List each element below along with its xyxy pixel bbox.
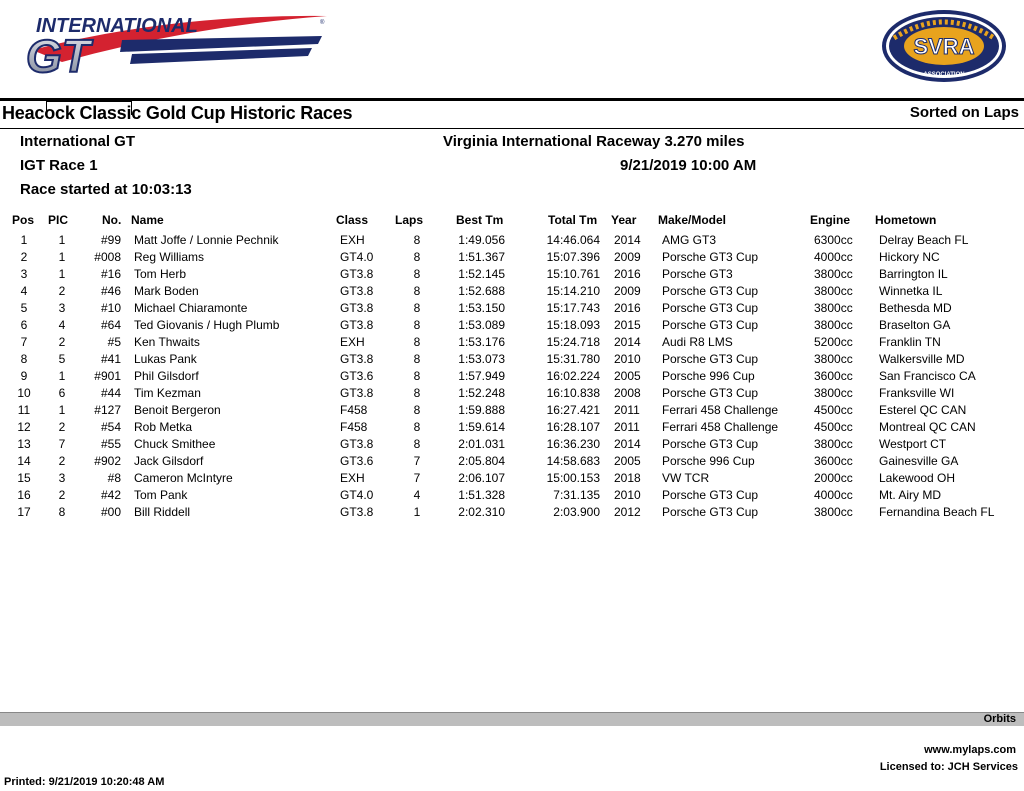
table-row: [0, 454, 1024, 471]
cell-hometown: Delray Beach FL: [879, 233, 969, 247]
table-row: [0, 267, 1024, 284]
cell-pic: 5: [58, 352, 66, 366]
header-rule: [0, 98, 1024, 101]
cell-no: #41: [100, 352, 121, 366]
cell-make: Audi R8 LMS: [662, 335, 733, 349]
cell-pos: 10: [17, 386, 31, 400]
cell-best: 1:59.888: [458, 403, 505, 417]
cell-name: Michael Chiaramonte: [134, 301, 248, 315]
cell-no: #54: [100, 420, 121, 434]
cell-make: Porsche 996 Cup: [662, 454, 755, 468]
cell-pos: 5: [20, 301, 28, 315]
cell-make: Porsche GT3 Cup: [662, 437, 759, 451]
cell-year: 2016: [614, 301, 641, 315]
cell-total: 15:14.210: [546, 284, 600, 298]
cell-year: 2008: [614, 386, 641, 400]
cell-class: GT3.8: [340, 437, 374, 451]
cell-hometown: Westport CT: [879, 437, 947, 451]
cell-laps: 4: [413, 488, 421, 502]
cell-best: 1:53.150: [458, 301, 505, 315]
cell-total: 7:31.135: [553, 488, 600, 502]
cell-name: Ted Giovanis / Hugh Plumb: [134, 318, 280, 332]
table-row: [0, 437, 1024, 454]
cell-best: 2:06.107: [458, 471, 505, 485]
cell-engine: 5200cc: [814, 335, 853, 349]
cell-hometown: Walkersville MD: [879, 352, 965, 366]
cell-engine: 3800cc: [814, 505, 853, 519]
cell-make: VW TCR: [662, 471, 710, 485]
cell-no: #008: [94, 250, 121, 264]
cell-no: #42: [100, 488, 121, 502]
race-date: 9/21/2019 10:00 AM: [620, 157, 757, 174]
cell-total: 15:07.396: [546, 250, 600, 264]
cell-pos: 14: [17, 454, 31, 468]
cell-total: 15:18.093: [546, 318, 600, 332]
cell-class: GT3.8: [340, 505, 374, 519]
cell-engine: 3800cc: [814, 301, 853, 315]
col-engine: Engine: [810, 213, 851, 227]
cell-total: 16:27.421: [546, 403, 600, 417]
cell-engine: 4000cc: [814, 250, 853, 264]
cell-make: Ferrari 458 Challenge: [662, 420, 779, 434]
cell-engine: 3800cc: [814, 437, 853, 451]
cell-make: Porsche GT3 Cup: [662, 386, 759, 400]
cell-best: 1:52.145: [458, 267, 505, 281]
cell-laps: 7: [413, 471, 421, 485]
cell-year: 2005: [614, 454, 641, 468]
cell-name: Jack Gilsdorf: [134, 454, 204, 468]
col-no: No.: [102, 213, 122, 227]
table-row: [0, 318, 1024, 335]
cell-pos: 16: [17, 488, 31, 502]
printed-timestamp: Printed: 9/21/2019 10:20:48 AM: [4, 776, 165, 788]
cell-best: 1:52.688: [458, 284, 505, 298]
international-gt-logo: [22, 10, 334, 76]
cell-class: EXH: [340, 233, 365, 247]
table-row: [0, 505, 1024, 522]
cell-hometown: Lakewood OH: [879, 471, 956, 485]
cell-engine: 3600cc: [814, 454, 853, 468]
cell-pic: 3: [58, 301, 66, 315]
table-row: [0, 352, 1024, 369]
cell-name: Matt Joffe / Lonnie Pechnik: [134, 233, 279, 247]
table-row: [0, 471, 1024, 488]
license-info: Licensed to: JCH Services: [879, 761, 1018, 773]
cell-total: 2:03.900: [553, 505, 600, 519]
cell-pic: 1: [58, 250, 66, 264]
cell-class: GT3.8: [340, 386, 374, 400]
sort-label: Sorted on Laps: [909, 104, 1019, 121]
cell-name: Bill Riddell: [134, 505, 191, 519]
cell-total: 14:58.683: [546, 454, 600, 468]
cell-make: Porsche GT3 Cup: [662, 488, 759, 502]
cell-year: 2014: [614, 233, 641, 247]
cell-name: Cameron McIntyre: [134, 471, 233, 485]
cell-hometown: Franksville WI: [879, 386, 955, 400]
table-row: [0, 420, 1024, 437]
cell-class: GT3.8: [340, 267, 374, 281]
cell-laps: 8: [413, 352, 421, 366]
cell-total: 15:00.153: [546, 471, 600, 485]
cell-no: #44: [100, 386, 121, 400]
cell-laps: 8: [413, 437, 421, 451]
cell-engine: 4500cc: [814, 420, 853, 434]
cell-make: Porsche GT3 Cup: [662, 250, 759, 264]
cell-name: Tom Pank: [134, 488, 188, 502]
cell-pic: 1: [58, 233, 66, 247]
svg-text:ASSOCIATION: ASSOCIATION: [923, 72, 965, 78]
cell-year: 2011: [614, 403, 640, 417]
cell-no: #902: [94, 454, 121, 468]
cell-best: 1:52.248: [458, 386, 505, 400]
cell-laps: 8: [413, 301, 421, 315]
cell-pic: 2: [58, 488, 66, 502]
cell-class: GT3.8: [340, 301, 374, 315]
cell-hometown: Fernandina Beach FL: [879, 505, 995, 519]
col-pic: PIC: [48, 213, 69, 227]
cell-total: 16:02.224: [546, 369, 600, 383]
cell-class: EXH: [340, 471, 365, 485]
col-name: Name: [131, 213, 164, 227]
cell-name: Reg Williams: [134, 250, 205, 264]
cell-no: #16: [100, 267, 121, 281]
cell-engine: 3600cc: [814, 369, 853, 383]
col-make: Make/Model: [658, 213, 727, 227]
col-year: Year: [611, 213, 637, 227]
cell-best: 1:53.073: [458, 352, 505, 366]
cell-best: 1:51.367: [458, 250, 505, 264]
cell-make: Porsche GT3 Cup: [662, 318, 759, 332]
cell-pos: 6: [20, 318, 28, 332]
cell-year: 2014: [614, 437, 641, 451]
cell-no: #8: [107, 471, 121, 485]
cell-make: Porsche GT3 Cup: [662, 284, 759, 298]
cell-laps: 8: [413, 420, 421, 434]
cell-best: 2:01.031: [458, 437, 505, 451]
cell-best: 1:49.056: [458, 233, 505, 247]
cell-year: 2009: [614, 250, 641, 264]
cell-best: 1:57.949: [458, 369, 505, 383]
cell-pos: 3: [20, 267, 28, 281]
table-row: [0, 233, 1024, 250]
cell-laps: 8: [413, 403, 421, 417]
cell-engine: 4000cc: [814, 488, 853, 502]
table-row: [0, 284, 1024, 301]
orbits-label: Orbits: [983, 713, 1016, 725]
cell-make: AMG GT3: [662, 233, 717, 247]
cell-no: #127: [94, 403, 121, 417]
cell-pic: 1: [58, 369, 66, 383]
cell-make: Porsche 996 Cup: [662, 369, 755, 383]
cell-hometown: Franklin TN: [879, 335, 941, 349]
cell-name: Benoit Bergeron: [134, 403, 221, 417]
cell-class: F458: [340, 420, 368, 434]
col-pos: Pos: [12, 213, 35, 227]
cell-name: Lukas Pank: [134, 352, 197, 366]
cell-laps: 8: [413, 318, 421, 332]
cell-total: 15:10.761: [546, 267, 600, 281]
cell-laps: 1: [413, 505, 421, 519]
cell-best: 2:02.310: [458, 505, 505, 519]
cell-no: #99: [100, 233, 121, 247]
cell-pic: 1: [58, 267, 66, 281]
cell-pos: 12: [17, 420, 31, 434]
col-best: Best Tm: [456, 213, 504, 227]
table-row: [0, 250, 1024, 267]
table-row: [0, 301, 1024, 318]
cell-hometown: Winnetka IL: [879, 284, 943, 298]
table-row: [0, 403, 1024, 420]
cell-pic: 2: [58, 335, 66, 349]
cell-laps: 8: [413, 386, 421, 400]
cell-year: 2011: [614, 420, 640, 434]
cell-no: #46: [100, 284, 121, 298]
cell-best: 1:51.328: [458, 488, 505, 502]
cell-pos: 7: [20, 335, 28, 349]
cell-total: 15:17.743: [546, 301, 600, 315]
mylaps-link[interactable]: www.mylaps.com: [924, 744, 1016, 756]
cell-hometown: Mt. Airy MD: [879, 488, 941, 502]
cell-engine: 3800cc: [814, 267, 853, 281]
cell-hometown: Esterel QC CAN: [879, 403, 967, 417]
col-laps: Laps: [395, 213, 424, 227]
table-row: [0, 488, 1024, 505]
cell-hometown: Montreal QC CAN: [879, 420, 976, 434]
cell-pic: 4: [58, 318, 66, 332]
cell-total: 16:10.838: [546, 386, 600, 400]
cell-class: GT4.0: [340, 250, 374, 264]
cell-pic: 2: [58, 420, 66, 434]
cell-best: 1:53.089: [458, 318, 505, 332]
cell-pic: 1: [58, 403, 66, 417]
table-row: [0, 335, 1024, 352]
cell-hometown: Hickory NC: [879, 250, 940, 264]
svg-text:GT: GT: [26, 30, 90, 76]
cell-year: 2010: [614, 352, 641, 366]
cell-engine: 3800cc: [814, 318, 853, 332]
cell-year: 2010: [614, 488, 641, 502]
series-name: International GT: [20, 133, 136, 150]
cell-year: 2016: [614, 267, 641, 281]
cell-pic: 8: [58, 505, 66, 519]
cell-pos: 15: [17, 471, 31, 485]
cell-no: #00: [100, 505, 121, 519]
cell-laps: 8: [413, 369, 421, 383]
cell-total: 14:46.064: [546, 233, 600, 247]
cell-total: 16:36.230: [546, 437, 600, 451]
cell-best: 1:59.614: [458, 420, 505, 434]
cell-class: GT3.6: [340, 369, 374, 383]
cell-name: Tom Herb: [134, 267, 187, 281]
cell-pos: 11: [17, 403, 31, 417]
cell-name: Ken Thwaits: [134, 335, 200, 349]
cell-class: GT3.6: [340, 454, 374, 468]
cell-pos: 1: [20, 233, 28, 247]
cell-class: GT3.8: [340, 318, 374, 332]
cell-no: #55: [100, 437, 121, 451]
cell-hometown: San Francisco CA: [879, 369, 976, 383]
cell-pos: 9: [20, 369, 28, 383]
cell-laps: 8: [413, 335, 421, 349]
cell-make: Porsche GT3: [662, 267, 733, 281]
cell-total: 15:24.718: [546, 335, 600, 349]
cell-year: 2018: [614, 471, 641, 485]
cell-pos: 17: [17, 505, 31, 519]
cell-pic: 3: [58, 471, 66, 485]
cell-pic: 2: [58, 284, 66, 298]
cell-class: EXH: [340, 335, 365, 349]
cell-no: #901: [94, 369, 121, 383]
cell-make: Ferrari 458 Challenge: [662, 403, 779, 417]
svg-text:INTERNATIONAL: INTERNATIONAL: [36, 15, 198, 37]
cell-no: #10: [100, 301, 121, 315]
cell-name: Phil Gilsdorf: [134, 369, 199, 383]
svg-text:®: ®: [320, 20, 325, 26]
cell-hometown: Gainesville GA: [879, 454, 959, 468]
cell-year: 2014: [614, 335, 641, 349]
cell-year: 2005: [614, 369, 641, 383]
cell-name: Rob Metka: [134, 420, 193, 434]
cell-laps: 8: [413, 284, 421, 298]
cell-engine: 6300cc: [814, 233, 853, 247]
cell-engine: 2000cc: [814, 471, 853, 485]
cell-best: 1:53.176: [458, 335, 505, 349]
cell-laps: 8: [413, 267, 421, 281]
header-underline: [0, 128, 1024, 129]
cell-no: #64: [100, 318, 121, 332]
cell-engine: 3800cc: [814, 386, 853, 400]
cell-class: GT3.8: [340, 284, 374, 298]
cell-make: Porsche GT3 Cup: [662, 505, 759, 519]
report-title: Heacock Classic Gold Cup Historic Races: [2, 103, 353, 123]
cell-class: GT4.0: [340, 488, 374, 502]
race-start-time: Race started at 10:03:13: [20, 181, 192, 198]
cell-make: Porsche GT3 Cup: [662, 352, 759, 366]
cell-pos: 8: [20, 352, 28, 366]
col-class: Class: [336, 213, 369, 227]
col-hometown: Hometown: [875, 213, 937, 227]
cell-pic: 6: [58, 386, 66, 400]
track-name: Virginia International Raceway 3.270 miles: [443, 133, 745, 150]
cell-make: Porsche GT3 Cup: [662, 301, 759, 315]
cell-class: GT3.8: [340, 352, 374, 366]
table-row: [0, 369, 1024, 386]
cell-pic: 2: [58, 454, 66, 468]
cell-engine: 4500cc: [814, 403, 853, 417]
cell-year: 2012: [614, 505, 641, 519]
cell-total: 15:31.780: [546, 352, 600, 366]
cell-class: F458: [340, 403, 368, 417]
cell-laps: 8: [413, 250, 421, 264]
cell-laps: 8: [413, 233, 421, 247]
cell-hometown: Barrington IL: [879, 267, 948, 281]
cell-pos: 4: [20, 284, 28, 298]
cell-engine: 3800cc: [814, 352, 853, 366]
cell-engine: 3800cc: [814, 284, 853, 298]
cell-pos: 2: [20, 250, 28, 264]
cell-best: 2:05.804: [458, 454, 505, 468]
svg-text:SVRA: SVRA: [913, 34, 975, 59]
cell-pic: 7: [58, 437, 66, 451]
cell-no: #5: [107, 335, 121, 349]
cell-pos: 13: [17, 437, 31, 451]
col-total: Total Tm: [548, 213, 598, 227]
cell-total: 16:28.107: [546, 420, 600, 434]
cell-name: Tim Kezman: [134, 386, 201, 400]
svra-logo: [880, 8, 1008, 84]
cell-laps: 7: [413, 454, 421, 468]
footer-bar: [0, 712, 1024, 726]
cell-hometown: Bethesda MD: [879, 301, 952, 315]
cell-hometown: Braselton GA: [879, 318, 951, 332]
cell-year: 2009: [614, 284, 641, 298]
cell-name: Mark Boden: [134, 284, 199, 298]
table-row: [0, 386, 1024, 403]
race-name: IGT Race 1: [20, 157, 98, 174]
cell-year: 2015: [614, 318, 641, 332]
cell-name: Chuck Smithee: [134, 437, 216, 451]
